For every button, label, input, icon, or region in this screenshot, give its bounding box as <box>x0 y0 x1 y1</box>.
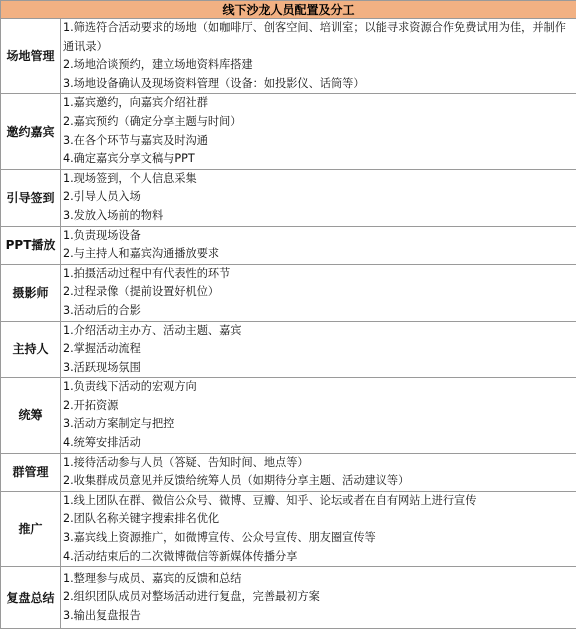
duty-item: 4.活动结束后的二次微博微信等新媒体传播分享 <box>63 548 576 567</box>
duty-item: 1.介绍活动主办方、活动主题、嘉宾 <box>63 322 576 341</box>
table-row-ppt-playback <box>1 226 576 264</box>
table-row-coordination <box>1 378 576 453</box>
duties-cell <box>61 264 576 321</box>
table-row-review-summary <box>1 567 576 629</box>
role-cell: 引导签到 <box>1 169 61 226</box>
duties-cell <box>61 567 576 629</box>
duty-item: 2.与主持人和嘉宾沟通播放要求 <box>63 245 576 264</box>
role-cell: 统筹 <box>1 378 61 453</box>
duty-item: 2.过程录像（提前设置好机位） <box>63 283 576 302</box>
table-title: 线下沙龙人员配置及分工 <box>1 1 576 19</box>
table-row-photographer <box>1 264 576 321</box>
duty-item: 1.负责线下活动的宏观方向 <box>63 378 576 397</box>
duty-item: 3.场地设备确认及现场资料管理（设备：如投影仪、话筒等） <box>63 75 576 94</box>
duty-item: 2.掌握活动流程 <box>63 340 576 359</box>
table-row-venue-management <box>1 19 576 94</box>
title-row <box>1 1 576 19</box>
table-body <box>1 19 576 629</box>
duty-item: 3.发放入场前的物料 <box>63 207 576 226</box>
duties-cell <box>61 19 576 94</box>
role-cell: 群管理 <box>1 453 61 491</box>
duty-item: 3.嘉宾线上资源推广，如微博宣传、公众号宣传、朋友圈宣传等 <box>63 529 576 548</box>
duty-item: 1.嘉宾邀约，向嘉宾介绍社群 <box>63 94 576 113</box>
role-cell: 主持人 <box>1 321 61 378</box>
table-row-guest-invitation <box>1 94 576 169</box>
duty-item: 1.整理参与成员、嘉宾的反馈和总结 <box>63 570 576 589</box>
duties-cell <box>61 491 576 566</box>
duties-cell <box>61 453 576 491</box>
duty-item: 2.引导人员入场 <box>63 188 576 207</box>
role-cell: 推广 <box>1 491 61 566</box>
duty-item: 2.组织团队成员对整场活动进行复盘，完善最初方案 <box>63 588 576 607</box>
duty-item: 3.在各个环节与嘉宾及时沟通 <box>63 132 576 151</box>
duties-cell <box>61 169 576 226</box>
duty-item: 1.现场签到，个人信息采集 <box>63 170 576 189</box>
duty-item: 1.拍摄活动过程中有代表性的环节 <box>63 265 576 284</box>
duty-item: 1.负责现场设备 <box>63 227 576 246</box>
duty-item: 3.活动方案制定与把控 <box>63 415 576 434</box>
duty-item: 1.筛选符合活动要求的场地（如咖啡厅、创客空间、培训室；以能寻求资源合作免费试用为佳，并制作通讯录） <box>63 19 576 56</box>
duty-item: 4.统筹安排活动 <box>63 434 576 453</box>
table-row-group-management <box>1 453 576 491</box>
duty-item: 2.团队名称关键字搜索排名优化 <box>63 510 576 529</box>
duties-cell <box>61 378 576 453</box>
role-cell: 邀约嘉宾 <box>1 94 61 169</box>
role-cell: 复盘总结 <box>1 567 61 629</box>
duties-cell <box>61 321 576 378</box>
duty-item: 3.活动后的合影 <box>63 302 576 321</box>
duty-item: 1.接待活动参与人员（答疑、告知时间、地点等） <box>63 454 576 473</box>
duty-item: 2.收集群成员意见并反馈给统筹人员（如期待分享主题、活动建议等） <box>63 472 576 491</box>
duty-item: 4.确定嘉宾分享文稿与PPT <box>63 150 576 169</box>
role-cell: PPT播放 <box>1 226 61 264</box>
duty-item: 2.开拓资源 <box>63 397 576 416</box>
duties-cell <box>61 94 576 169</box>
table-row-promotion <box>1 491 576 566</box>
duty-item: 3.活跃现场氛围 <box>63 359 576 378</box>
duty-item: 3.输出复盘报告 <box>63 607 576 626</box>
table-row-check-in-guide <box>1 169 576 226</box>
duty-item: 2.场地洽谈预约，建立场地资料库搭建 <box>63 56 576 75</box>
table-row-host <box>1 321 576 378</box>
duties-cell <box>61 226 576 264</box>
role-cell: 场地管理 <box>1 19 61 94</box>
duty-item: 1.线上团队在群、微信公众号、微博、豆瓣、知乎、论坛或者在自有网站上进行宣传 <box>63 492 576 511</box>
duty-item: 2.嘉宾预约（确定分享主题与时间） <box>63 113 576 132</box>
role-cell: 摄影师 <box>1 264 61 321</box>
